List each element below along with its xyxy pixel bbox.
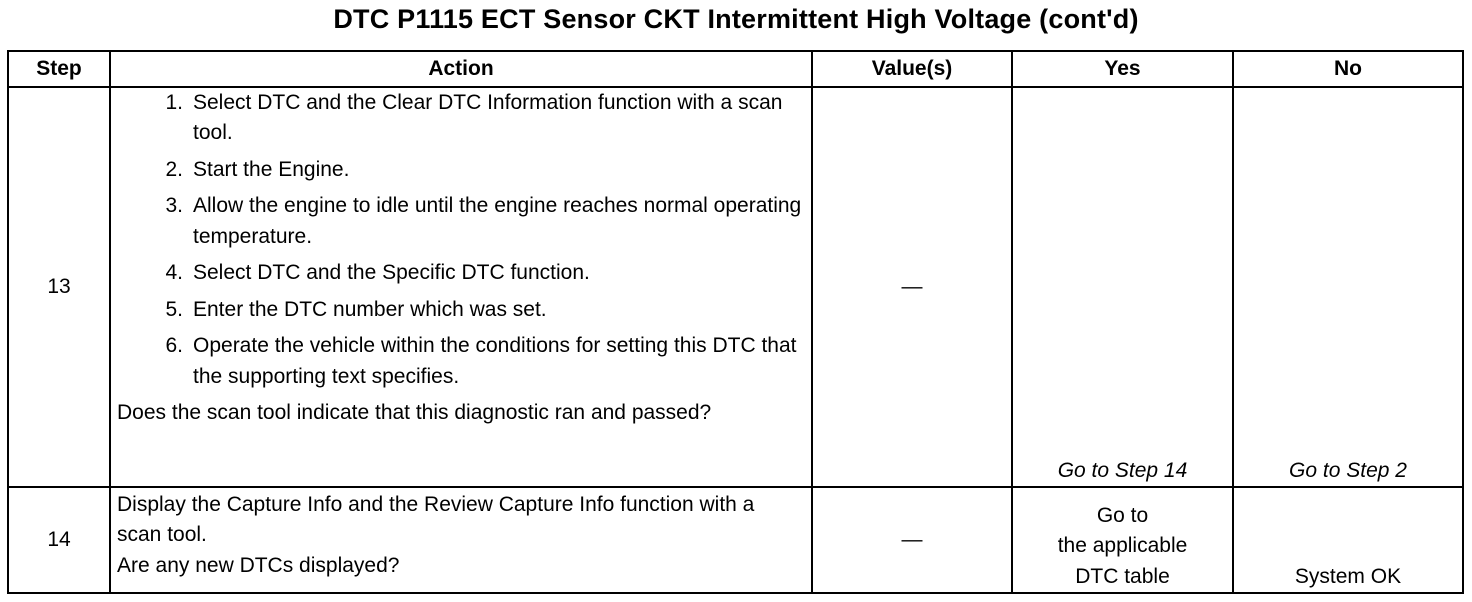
step-number: 13 bbox=[8, 87, 110, 487]
header-value: Value(s) bbox=[812, 51, 1012, 87]
page-title: DTC P1115 ECT Sensor CKT Intermittent High Voltage (cont'd) bbox=[333, 4, 1139, 34]
action-instruction: Display the Capture Info and the Review Capture Info function with a scan tool. bbox=[117, 493, 755, 547]
header-step: Step bbox=[8, 51, 110, 87]
step-number: 14 bbox=[8, 487, 110, 593]
table-row-step-14 bbox=[8, 487, 1463, 593]
yes-result-line: Go to bbox=[1096, 503, 1149, 527]
diagnostic-table bbox=[7, 50, 1464, 594]
header-yes: Yes bbox=[1012, 51, 1233, 87]
yes-result-line: DTC table bbox=[1075, 564, 1170, 588]
instruction-item bbox=[147, 331, 805, 392]
instruction-text: Select DTC and the Specific DTC function. bbox=[193, 261, 590, 285]
instruction-item bbox=[147, 258, 805, 288]
value-cell: — bbox=[812, 87, 1012, 487]
instruction-item bbox=[147, 155, 805, 185]
action-question: Does the scan tool indicate that this diagnostic ran and passed? bbox=[117, 400, 712, 424]
instruction-text: Start the Engine. bbox=[193, 157, 350, 181]
instruction-text: Select DTC and the Clear DTC Information function with a scan tool. bbox=[193, 91, 783, 145]
no-result: Go to Step 2 bbox=[1233, 87, 1463, 487]
action-question: Are any new DTCs displayed? bbox=[117, 553, 400, 577]
instruction-item bbox=[147, 295, 805, 325]
table-header-row bbox=[8, 51, 1463, 87]
instruction-number: 2. bbox=[165, 157, 183, 181]
instruction-item bbox=[147, 88, 805, 149]
instruction-text: Allow the engine to idle until the engine reaches normal operating temperature. bbox=[193, 194, 802, 248]
instruction-number: 6. bbox=[165, 334, 183, 358]
action-cell bbox=[110, 487, 812, 593]
instruction-text: Operate the vehicle within the conditions for setting this DTC that the supporting text specifies. bbox=[193, 334, 797, 388]
instruction-number: 4. bbox=[165, 261, 183, 285]
instruction-text: Enter the DTC number which was set. bbox=[193, 297, 547, 321]
no-result: System OK bbox=[1233, 487, 1463, 593]
action-cell bbox=[110, 87, 812, 487]
instruction-number: 3. bbox=[165, 194, 183, 218]
instruction-number: 5. bbox=[165, 297, 183, 321]
instruction-list bbox=[117, 88, 805, 392]
instruction-number: 1. bbox=[165, 91, 183, 114]
header-action: Action bbox=[110, 51, 812, 87]
yes-result-line: the applicable bbox=[1057, 534, 1188, 558]
table-row-step-13 bbox=[8, 87, 1463, 487]
value-cell: — bbox=[812, 487, 1012, 593]
instruction-item bbox=[147, 191, 805, 252]
yes-result: Go to Step 14 bbox=[1012, 87, 1233, 487]
yes-result bbox=[1012, 487, 1233, 593]
header-no: No bbox=[1233, 51, 1463, 87]
